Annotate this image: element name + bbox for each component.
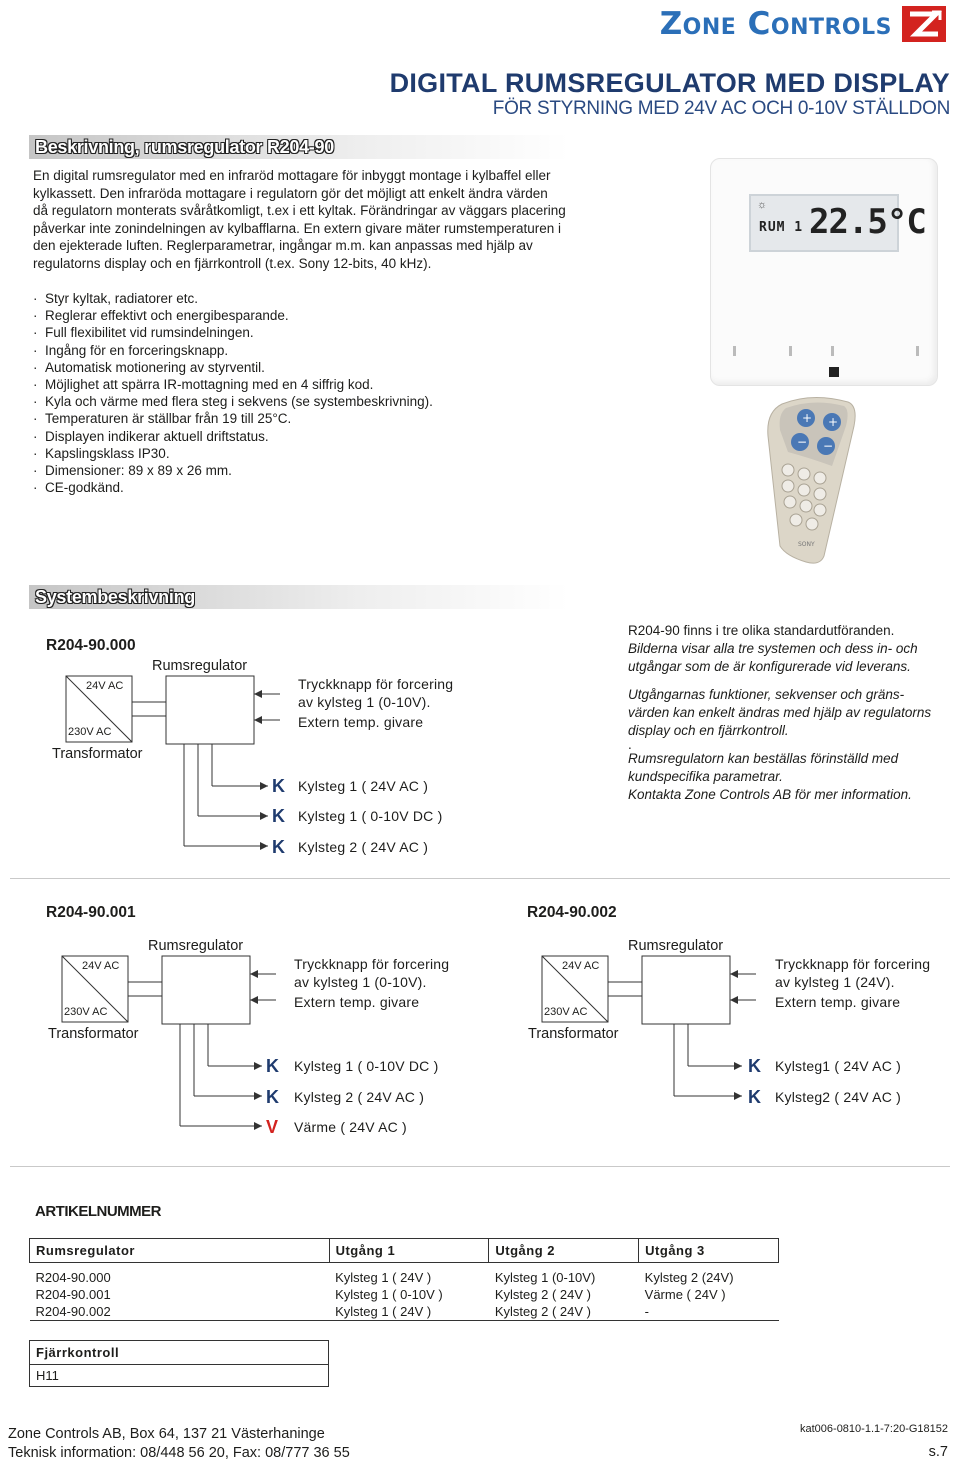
diagram-001-output-mark: V bbox=[266, 1117, 279, 1137]
diagram-001-force-line: av kylsteg 1 (0-10V). bbox=[294, 974, 427, 990]
note-line: R204-90 finns i tre olika standardutföranden. bbox=[628, 623, 895, 638]
remote-control-image bbox=[762, 396, 862, 566]
feature-item: · Styr kyltak, radiatorer etc. bbox=[33, 290, 433, 307]
diagram-002-force-line: Tryckknapp för forcering bbox=[775, 956, 931, 972]
table-cell: Kylsteg 1 ( 0-10V ) bbox=[335, 1286, 443, 1302]
footer-address: Zone Controls AB, Box 64, 137 21 Västerhaninge bbox=[8, 1426, 325, 1442]
divider bbox=[10, 1166, 950, 1167]
diagram-000-24v-label: 24V AC bbox=[86, 680, 124, 692]
zone-controls-logo-icon bbox=[902, 6, 946, 42]
thermostat-display bbox=[749, 194, 926, 252]
remote-value: H11 bbox=[36, 1368, 59, 1383]
diagram-000-extern-label: Extern temp. givare bbox=[298, 714, 424, 730]
articles-header-row bbox=[30, 1239, 779, 1263]
diagram-002-230v-label: 230V AC bbox=[544, 1006, 588, 1018]
page-subtitle: FÖR STYRNING MED 24V AC OCH 0-10V STÄLLDON bbox=[492, 98, 950, 119]
diagram-000-output-mark: K bbox=[272, 806, 285, 826]
diagram-002-extern-label: Extern temp. givare bbox=[775, 994, 901, 1010]
diagram-002-regulator-label: Rumsregulator bbox=[628, 938, 724, 954]
feature-item: · Reglerar effektivt och energibesparande. bbox=[33, 307, 433, 324]
diagram-001-regulator-label: Rumsregulator bbox=[148, 938, 244, 954]
diagram-000-force-line: av kylsteg 1 (0-10V). bbox=[298, 694, 431, 710]
diagram-001-code: R204-90.001 bbox=[46, 904, 136, 921]
system-notes bbox=[628, 622, 958, 804]
diagram-000-output-mark: K bbox=[272, 776, 285, 796]
description-heading: Beskrivning, rumsregulator R204-90 bbox=[29, 135, 629, 159]
svg-text:+: + bbox=[828, 415, 839, 429]
feature-item: · Temperaturen är ställbar från 19 till 25°C. bbox=[33, 410, 433, 427]
col-header: Utgång 2 bbox=[489, 1239, 639, 1263]
diagram-002-wiring bbox=[480, 940, 780, 1110]
diagram-000-code: R204-90.000 bbox=[46, 637, 136, 654]
diagram-001-230v-label: 230V AC bbox=[64, 1006, 108, 1018]
diagram-001-output-mark: K bbox=[266, 1087, 279, 1107]
diagram-002-output-text: Kylsteg2 ( 24V AC ) bbox=[775, 1089, 901, 1105]
note-line: Utgångarnas funktioner, sekvenser och gräns- bbox=[628, 687, 905, 702]
table-cell: R204-90.000 bbox=[35, 1269, 111, 1285]
diagram-001-extern-label: Extern temp. givare bbox=[294, 994, 420, 1010]
system-heading: Systembeskrivning bbox=[29, 585, 629, 609]
brand-name: Zone Controls bbox=[659, 6, 892, 42]
diagram-000-transformer-label: Transformator bbox=[52, 746, 143, 762]
diagram-001-24v-label: 24V AC bbox=[82, 960, 120, 972]
thermostat-vents-icon bbox=[731, 344, 921, 358]
feature-item: · Full flexibilitet vid rumsindelningen. bbox=[33, 324, 433, 341]
diagram-001-output-text: Kylsteg 2 ( 24V AC ) bbox=[294, 1089, 425, 1105]
description-line: den ejekterade luften. Reglerparametrar, ingångar m.m. kan anpassas med hjälp av bbox=[33, 238, 533, 253]
col-header: Utgång 1 bbox=[329, 1239, 489, 1263]
diagram-001-output-mark: K bbox=[266, 1056, 279, 1076]
svg-text:−: − bbox=[823, 439, 834, 453]
diagram-002-output-mark: K bbox=[748, 1056, 761, 1076]
table-row bbox=[30, 1286, 779, 1303]
display-room-label: RUM 1 bbox=[759, 220, 804, 235]
feature-item: · Möjlighet att spärra IR-mottagning med en 4 siffrig kod. bbox=[33, 376, 433, 393]
table-row bbox=[30, 1303, 779, 1321]
diagram-001-force-line: Tryckknapp för forcering bbox=[294, 956, 450, 972]
description-text bbox=[33, 167, 623, 272]
feature-item: · Automatisk motionering av styrventil. bbox=[33, 359, 433, 376]
thermostat-image bbox=[710, 158, 938, 386]
diagram-002-24v-label: 24V AC bbox=[562, 960, 600, 972]
diagram-001-transformer-label: Transformator bbox=[48, 1026, 139, 1042]
footer-doc-code: kat006-0810-1.1-7:20-G18152 bbox=[800, 1423, 948, 1435]
table-cell: R204-90.002 bbox=[30, 1303, 330, 1321]
table-row bbox=[30, 1269, 779, 1286]
svg-text:−: − bbox=[797, 435, 808, 449]
note-line: kundspecifika parametrar. bbox=[628, 769, 783, 784]
table-cell: Värme ( 24V ) bbox=[644, 1286, 726, 1302]
description-line: En digital rumsregulator med en infraröd mottagare för inbyggt montage i kylbaffel eller bbox=[33, 168, 551, 183]
description-line: påverkar inte zonindelningen av kylbafflarna. En extern givare mäter rumstemperaturen i bbox=[33, 220, 562, 236]
remote-brand: SONY bbox=[798, 541, 815, 548]
articles-table bbox=[29, 1238, 779, 1321]
feature-list bbox=[33, 290, 433, 496]
table-cell: Kylsteg 2 (24V) bbox=[644, 1269, 734, 1285]
diagram-000-output-text: Kylsteg 1 ( 24V AC ) bbox=[298, 778, 429, 794]
note-line: Kontakta Zone Controls AB för mer information. bbox=[628, 787, 912, 802]
feature-item: · CE-godkänd. bbox=[33, 479, 433, 496]
note-line: display och en fjärrkontroll. bbox=[628, 723, 789, 738]
diagram-002-output-text: Kylsteg1 ( 24V AC ) bbox=[775, 1058, 901, 1074]
diagram-000-output-mark: K bbox=[272, 837, 285, 857]
table-cell: R204-90.001 bbox=[35, 1286, 111, 1302]
page-number: s.7 bbox=[928, 1444, 948, 1460]
diagram-000-force-line: Tryckknapp för forcering bbox=[298, 676, 454, 692]
connector-icon bbox=[829, 367, 839, 377]
display-temperature: 22.5°C bbox=[809, 202, 926, 242]
diagram-002-transformer-label: Transformator bbox=[528, 1026, 619, 1042]
divider bbox=[10, 878, 950, 879]
svg-text:+: + bbox=[802, 411, 813, 425]
feature-item: · Dimensioner: 89 x 89 x 26 mm. bbox=[33, 462, 433, 479]
remote-header: Fjärrkontroll bbox=[30, 1341, 329, 1365]
brand-header bbox=[660, 2, 946, 46]
description-line: då regulatorn monterats svåråtkomligt, t.ex i ett kyltak. Förändringar av väggars placering bbox=[33, 203, 566, 218]
diagram-000-regulator-label: Rumsregulator bbox=[152, 658, 248, 674]
diagram-002-code: R204-90.002 bbox=[527, 904, 617, 921]
articles-heading: ARTIKELNUMMER bbox=[35, 1203, 161, 1220]
table-cell: Kylsteg 1 ( 24V ) bbox=[329, 1303, 489, 1321]
col-header: Utgång 3 bbox=[639, 1239, 779, 1263]
table-cell: Kylsteg 2 ( 24V ) bbox=[494, 1286, 591, 1302]
diagram-002-force-line: av kylsteg 1 (24V). bbox=[775, 974, 895, 990]
table-cell: Kylsteg 2 ( 24V ) bbox=[489, 1303, 639, 1321]
note-line: värden kan enkelt ändras med hjälp av regulatorns bbox=[628, 705, 932, 720]
diagram-002-output-mark: K bbox=[748, 1087, 761, 1107]
table-cell: Kylsteg 1 ( 24V ) bbox=[335, 1269, 432, 1285]
note-line: utgångar som de är konfigurerade vid leverans. bbox=[628, 659, 911, 674]
feature-item: · Kyla och värme med flera steg i sekvens (se systembeskrivning). bbox=[33, 393, 433, 410]
note-line: Rumsregulatorn kan beställas förinställd med bbox=[628, 751, 899, 766]
feature-item: · Ingång för en forceringsknapp. bbox=[33, 342, 433, 359]
note-line: . bbox=[628, 737, 632, 752]
diagram-000-230v-label: 230V AC bbox=[68, 726, 112, 738]
note-line: Bilderna visar alla tre systemen och dess in- och bbox=[628, 641, 918, 656]
table-cell: - bbox=[639, 1303, 779, 1321]
page-title: DIGITAL RUMSREGULATOR MED DISPLAY bbox=[389, 68, 950, 98]
diagram-001-output-text: Värme ( 24V AC ) bbox=[294, 1119, 407, 1135]
description-line: kylkassett. Den infraröda mottagare i regulatorn gör det möjligt att enkelt ändra värden bbox=[33, 185, 548, 201]
diagram-000-output-text: Kylsteg 2 ( 24V AC ) bbox=[298, 839, 429, 855]
remote-table bbox=[29, 1340, 329, 1387]
table-cell: Kylsteg 1 (0-10V) bbox=[494, 1269, 596, 1285]
sun-icon: ☼ bbox=[757, 199, 768, 211]
feature-item: · Kapslingsklass IP30. bbox=[33, 445, 433, 462]
description-line: regulatorns display och en fjärrkontroll (t.ex. Sony 12-bits, 40 kHz). bbox=[33, 255, 432, 271]
diagram-000-output-text: Kylsteg 1 ( 0-10V DC ) bbox=[298, 808, 443, 824]
feature-item: · Displayen indikerar aktuell driftstatus. bbox=[33, 428, 433, 445]
footer-contact: Teknisk information: 08/448 56 20, Fax: 08/777 36 55 bbox=[8, 1445, 350, 1461]
col-header: Rumsregulator bbox=[30, 1239, 330, 1263]
diagram-001-output-text: Kylsteg 1 ( 0-10V DC ) bbox=[294, 1058, 439, 1074]
